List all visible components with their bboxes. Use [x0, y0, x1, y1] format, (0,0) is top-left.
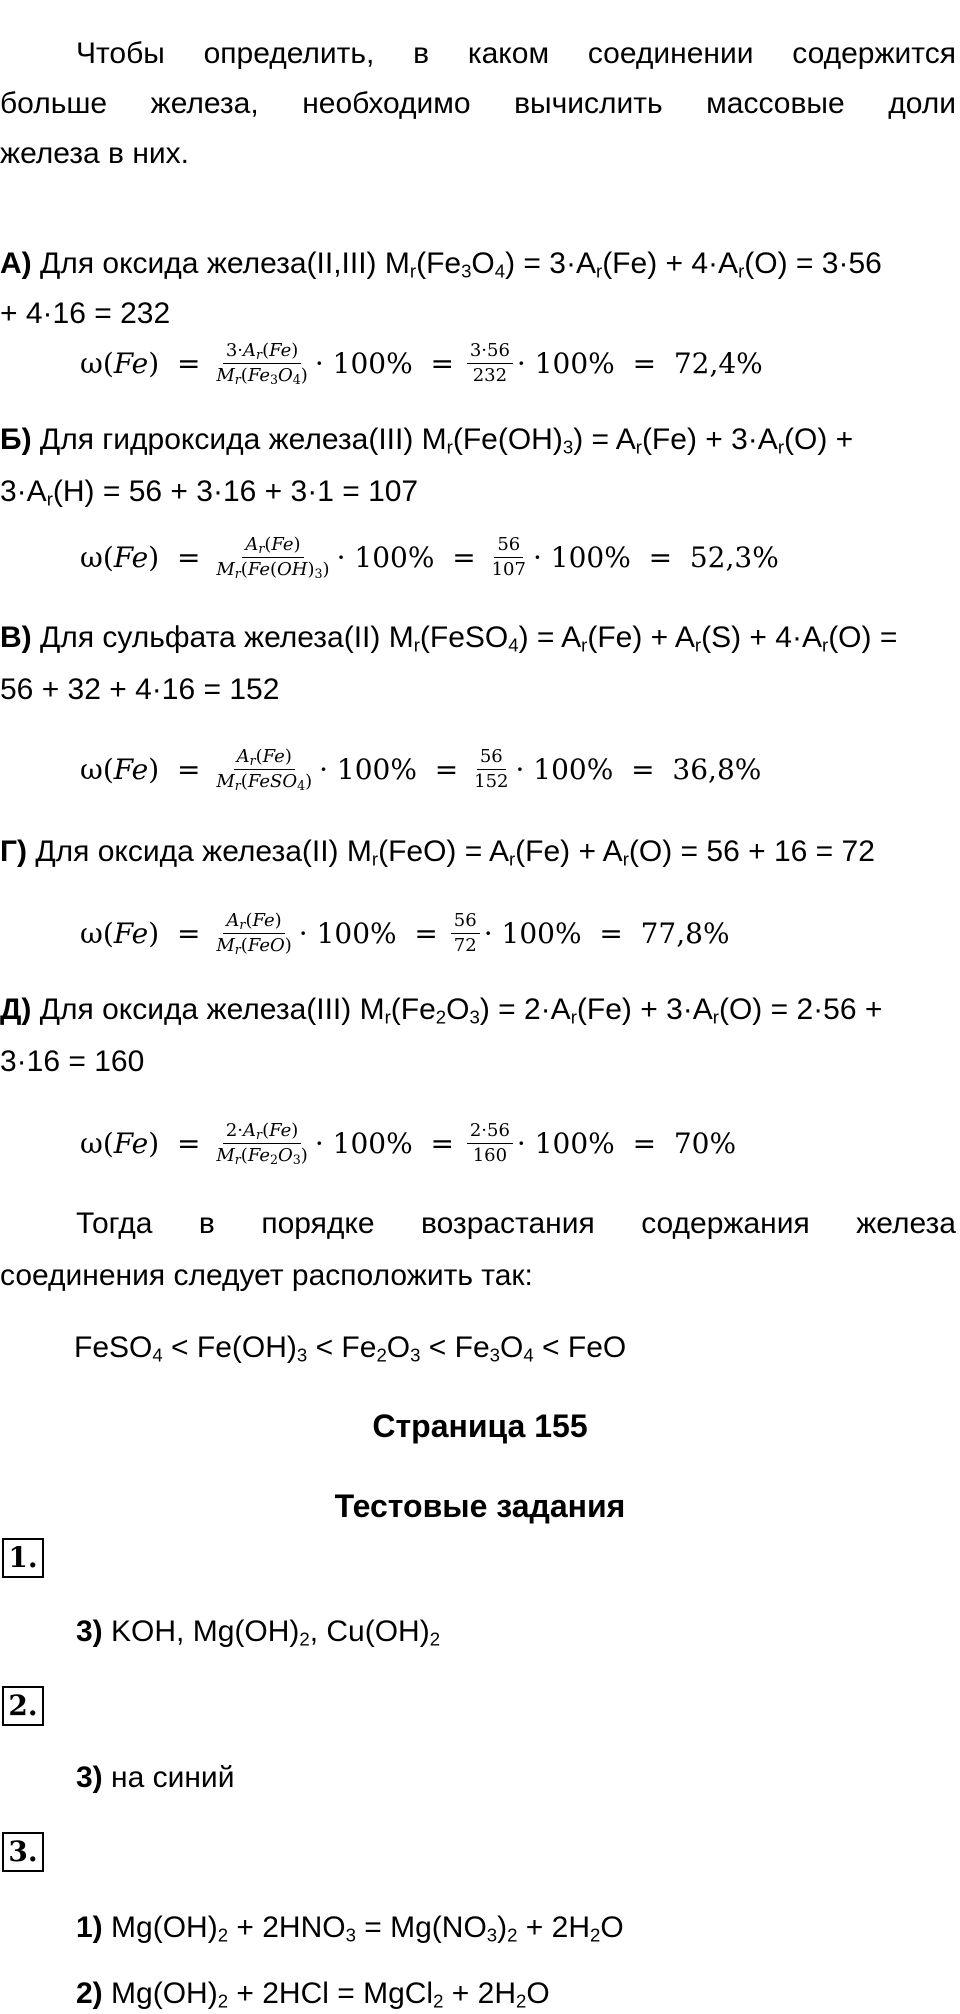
answer-label: 1) [76, 1911, 103, 1944]
multiply-percent: · 100% = [336, 540, 485, 574]
section-line-5: Д) Для оксида железа(III) $M_r(Fe_2O_3) = 2\cdot A_r(Fe) + 3\cdot A_r(O) = 2\cdot 56$ + [0, 993, 883, 1028]
fraction: $\frac{A_r(Fe)}{M_r(FeSO_4)}$ [216, 745, 313, 793]
section-letter: Б) [0, 423, 32, 456]
test-heading: Тестовые задания [334, 1488, 626, 1524]
multiply-percent: · 100% = [314, 346, 463, 380]
multiply-percent: · 100% = [298, 916, 447, 950]
omega-label: ω(Fe) = [80, 346, 210, 380]
mass-fraction-formula [80, 898, 730, 968]
result: · 100% = 72,4% [516, 346, 763, 380]
section-line-cont-3: 56 + 32 + 4·16 = 152 [0, 673, 280, 706]
section-line-cont-2: $3\cdot A_r(H) = 56 + 3\cdot 16 + 3\cdot 1 = 107$ [0, 475, 419, 510]
omega-label: ω(Fe) = [80, 540, 210, 574]
intro-line-3: железа в них. [0, 137, 189, 170]
mass-fraction-formula [80, 328, 763, 398]
task-answer: 3) на синий [76, 1761, 235, 1794]
omega-label: ω(Fe) = [80, 752, 210, 786]
omega-label: ω(Fe) = [80, 1126, 210, 1160]
section-line-3: В) Для сульфата железа(II) $M_r(FeSO_4) = A_r(Fe) + A_r(S) + 4\cdot A_r(O)$ = [0, 621, 898, 656]
fraction: $\frac{3\cdot A_r(Fe)}{M_r(Fe_3O_4)}$ [216, 339, 308, 387]
answer-label: 3) [76, 1615, 103, 1648]
answer-label: 2) [76, 1977, 103, 2010]
section-line-cont-1: + 4·16 = 232 [0, 297, 171, 330]
answer-label: 3) [76, 1761, 103, 1794]
section-letter: Д) [0, 993, 32, 1026]
result: · 100% = 52,3% [532, 540, 779, 574]
fraction: $\frac{2\cdot A_r(Fe)}{M_r(Fe_2O_3)}$ [216, 1119, 308, 1167]
omega-label: ω(Fe) = [80, 916, 210, 950]
section-line-2: Б) Для гидроксида железа(III) $M_r(Fe(OH)_3) = A_r(Fe) + 3\cdot A_r(O)$ + [0, 423, 854, 458]
section-line-cont-5: 3·16 = 160 [0, 1045, 145, 1078]
numeric-fraction: $\frac{56}{72}$ [451, 910, 480, 957]
fraction: $\frac{A_r(Fe)}{M_r(Fe(OH)_3)}$ [216, 533, 330, 581]
fraction: $\frac{A_r(Fe)}{M_r(FeO)}$ [216, 909, 292, 957]
multiply-percent: · 100% = [319, 752, 468, 786]
page-heading: Страница 155 [372, 1408, 588, 1444]
section-line-1: А) Для оксида железа(II,III) $M_r(Fe_3O_4) = 3\cdot A_r(Fe) + 4\cdot A_r(O) = 3\cdot 56$ [0, 247, 882, 282]
mass-fraction-formula [80, 734, 761, 804]
result: · 100% = 77,8% [483, 916, 730, 950]
task-answer: 3) KOH, $Mg(OH)_2$, $Cu(OH)_2$ [76, 1615, 441, 1650]
intro-line-1: Чтобы определить, в каком соединении содержится [76, 37, 956, 70]
task-number-box: 1. [2, 1538, 44, 1578]
conclusion-order: FeSO$_4$ < $Fe(OH)_3 < Fe_2O_3 < Fe_3O_4$ < FeO [74, 1331, 627, 1366]
numeric-fraction: $\frac{3\cdot 56}{232}$ [467, 340, 513, 387]
multiply-percent: · 100% = [314, 1126, 463, 1160]
mass-fraction-formula [80, 1108, 736, 1178]
section-letter: В) [0, 621, 32, 654]
numeric-fraction: $\frac{56}{107}$ [491, 533, 526, 580]
section-letter: А) [0, 247, 32, 280]
task-number-box: 2. [2, 1686, 44, 1726]
result: · 100% = 70% [516, 1126, 737, 1160]
section-line-4: Г) Для оксида железа(II) $M_r(FeO) = A_r(Fe) + A_r(O) = 56 + 16 = 72$ [0, 835, 875, 870]
conclusion-line-2: соединения следует расположить так: [0, 1259, 533, 1292]
result: · 100% = 36,8% [515, 752, 762, 786]
task-number-box: 3. [2, 1832, 44, 1872]
numeric-fraction: $\frac{56}{152}$ [474, 745, 509, 792]
intro-line-2: больше железа, необходимо вычислить массовые доли [0, 87, 956, 120]
conclusion-line-1: Тогда в порядке возрастания содержания железа [76, 1207, 956, 1240]
task-answer: 1) $Mg(OH)_2 + 2HNO_3 = Mg(NO_3)_2 + 2H_2O$ [76, 1911, 624, 1946]
mass-fraction-formula [80, 522, 779, 592]
numeric-fraction: $\frac{2\cdot 56}{160}$ [467, 1120, 513, 1167]
section-letter: Г) [0, 835, 27, 868]
task-answer: 2) $Mg(OH)_2 + 2HCl$ = MgCl$_2$ + $2H_2O$ [76, 1977, 550, 2012]
